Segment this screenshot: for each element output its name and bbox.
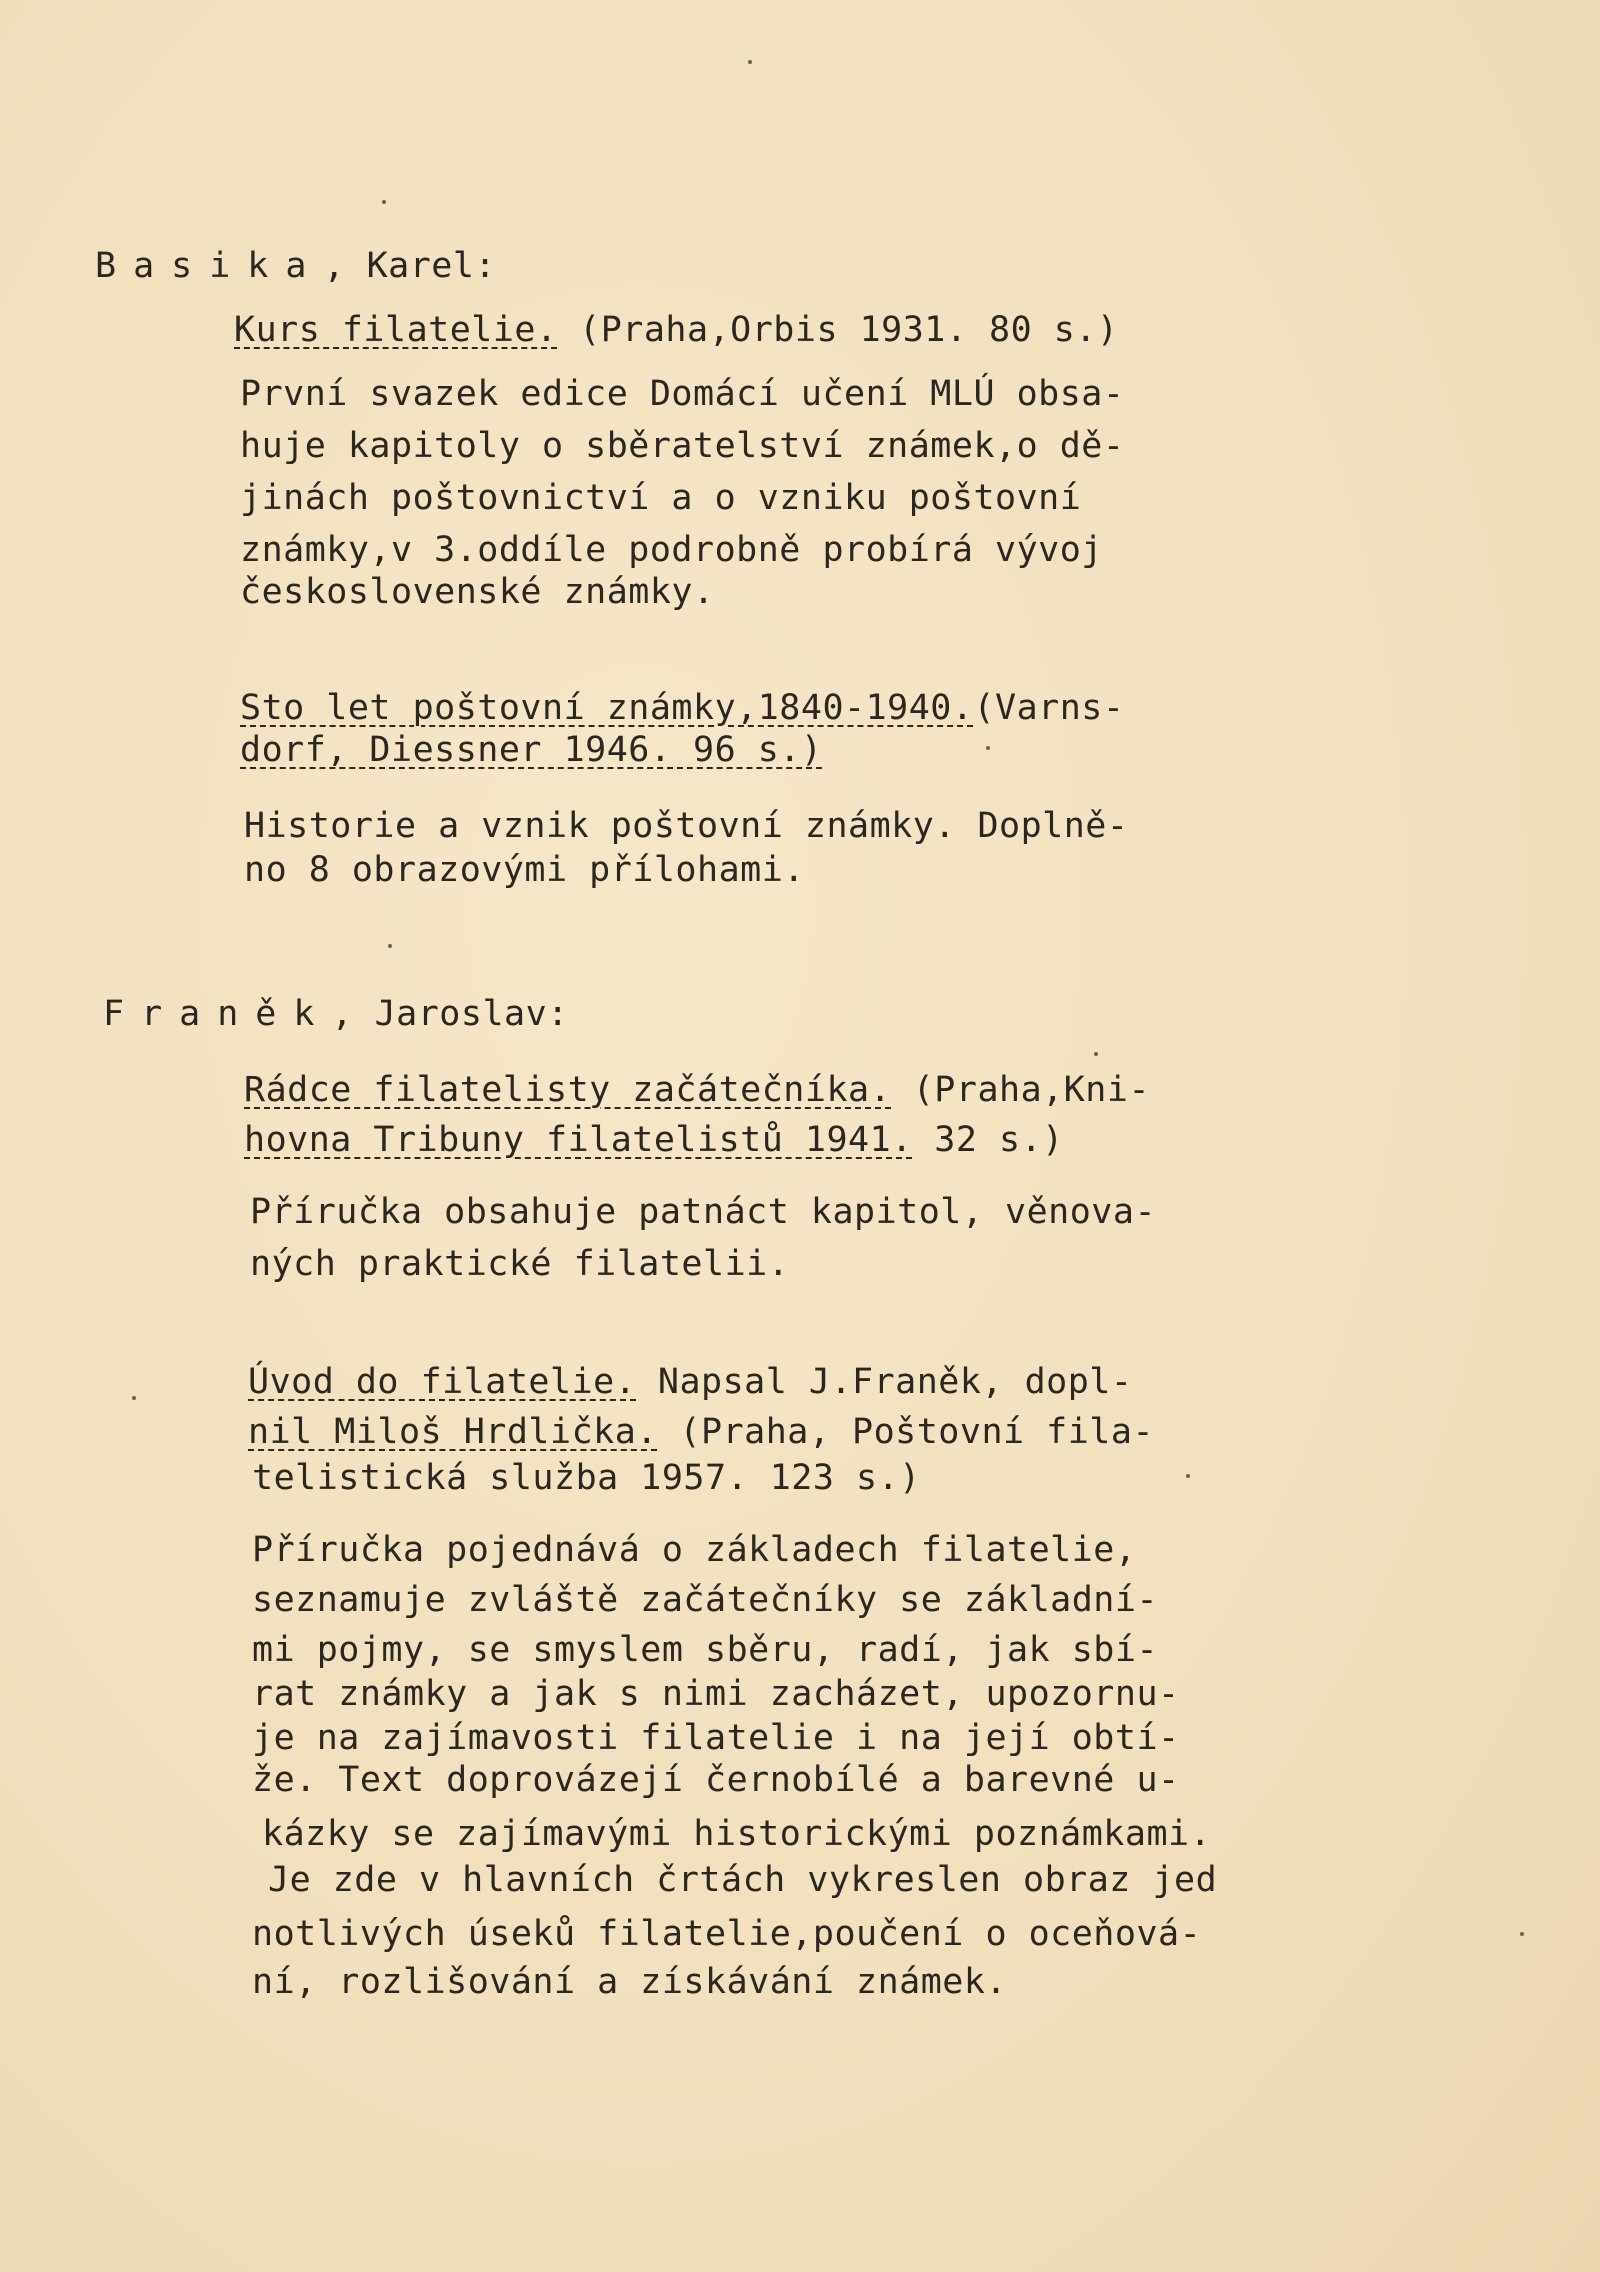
- author-surname: Franěk: [103, 994, 332, 1034]
- description-line: kázky se zajímavými historickými poznámkami.: [262, 1814, 1212, 1854]
- description-line: Příručka obsahuje patnáct kapitol, věnova-: [250, 1192, 1157, 1232]
- paper-speck: [1186, 1474, 1190, 1478]
- description-line: československé známky.: [240, 572, 715, 612]
- description-line: seznamuje zvláště začátečníky se základní-: [252, 1580, 1159, 1620]
- paper-speck: [1094, 1052, 1098, 1056]
- description-line: je na zajímavosti filatelie i na její obtí-: [252, 1718, 1180, 1758]
- work-title-line: [244, 1070, 1150, 1110]
- work-title: Úvod do filatelie.: [248, 1362, 637, 1402]
- description-line: Historie a vznik poštovní známky. Doplně-: [244, 806, 1129, 846]
- work-imprint: (Praha,Kni-: [891, 1070, 1151, 1110]
- work-imprint: Napsal J.Franěk, dopl-: [636, 1362, 1133, 1402]
- work-title-line: [244, 1120, 1064, 1160]
- paper-speck: [132, 1396, 136, 1400]
- paper-speck: [388, 944, 392, 948]
- paper-speck: [382, 200, 386, 204]
- description-line: ných praktické filatelii.: [250, 1244, 790, 1284]
- author-heading: [95, 246, 496, 286]
- work-title-line: [240, 730, 822, 770]
- description-line: že. Text doprovázejí černobílé a barevné u-: [252, 1760, 1180, 1800]
- work-imprint: 32 s.): [912, 1120, 1064, 1160]
- description-line: jinách poštovnictví a o vzniku poštovní: [240, 478, 1082, 518]
- description-line: notlivých úseků filatelie,poučení o oceňová-: [252, 1914, 1202, 1954]
- description-line: ní, rozlišování a získávání známek.: [252, 1962, 1008, 2002]
- work-title-line: [234, 310, 1118, 350]
- author-heading: [103, 994, 569, 1034]
- work-title-continued: nil Miloš Hrdlička.: [248, 1412, 658, 1452]
- description-line: rat známky a jak s nimi zacházet, upozornu-: [252, 1674, 1180, 1714]
- work-title-line: [240, 688, 1124, 728]
- work-imprint: (Praha, Poštovní fila-: [657, 1412, 1155, 1452]
- paper-speck: [1520, 1932, 1524, 1936]
- work-title-line: [248, 1362, 1132, 1402]
- work-title: Sto let poštovní známky,1840-1940.: [240, 688, 974, 728]
- work-title-continued: hovna Tribuny filatelistů 1941.: [244, 1120, 913, 1160]
- work-title-line: telistická služba 1957. 123 s.): [252, 1458, 921, 1498]
- description-line: První svazek edice Domácí učení MLÚ obsa-: [240, 374, 1125, 414]
- work-title: Kurs filatelie.: [234, 310, 558, 350]
- description-line: no 8 obrazovými přílohami.: [244, 850, 805, 890]
- work-imprint: (Praha,Orbis 1931. 80 s.): [557, 310, 1119, 350]
- paper-speck: [748, 60, 752, 64]
- paper-speck: [986, 746, 990, 750]
- description-line: známky,v 3.oddíle podrobně probírá vývoj: [240, 530, 1103, 570]
- description-line: Je zde v hlavních črtách vykreslen obraz jed: [268, 1860, 1218, 1900]
- work-title: Rádce filatelisty začátečníka.: [244, 1070, 892, 1110]
- work-imprint: (Varns-: [973, 688, 1125, 728]
- description-line: Příručka pojednává o základech filatelie,: [252, 1530, 1137, 1570]
- description-line: mi pojmy, se smyslem sběru, radí, jak sbí-: [252, 1630, 1159, 1670]
- work-title-continued: dorf, Diessner 1946. 96 s.): [240, 730, 823, 770]
- author-forename: , Karel:: [323, 246, 497, 286]
- description-line: huje kapitoly o sběratelství známek,o dě-: [240, 426, 1125, 466]
- author-forename: , Jaroslav:: [331, 994, 569, 1034]
- work-title-line: [248, 1412, 1154, 1452]
- author-surname: Basika: [95, 246, 324, 286]
